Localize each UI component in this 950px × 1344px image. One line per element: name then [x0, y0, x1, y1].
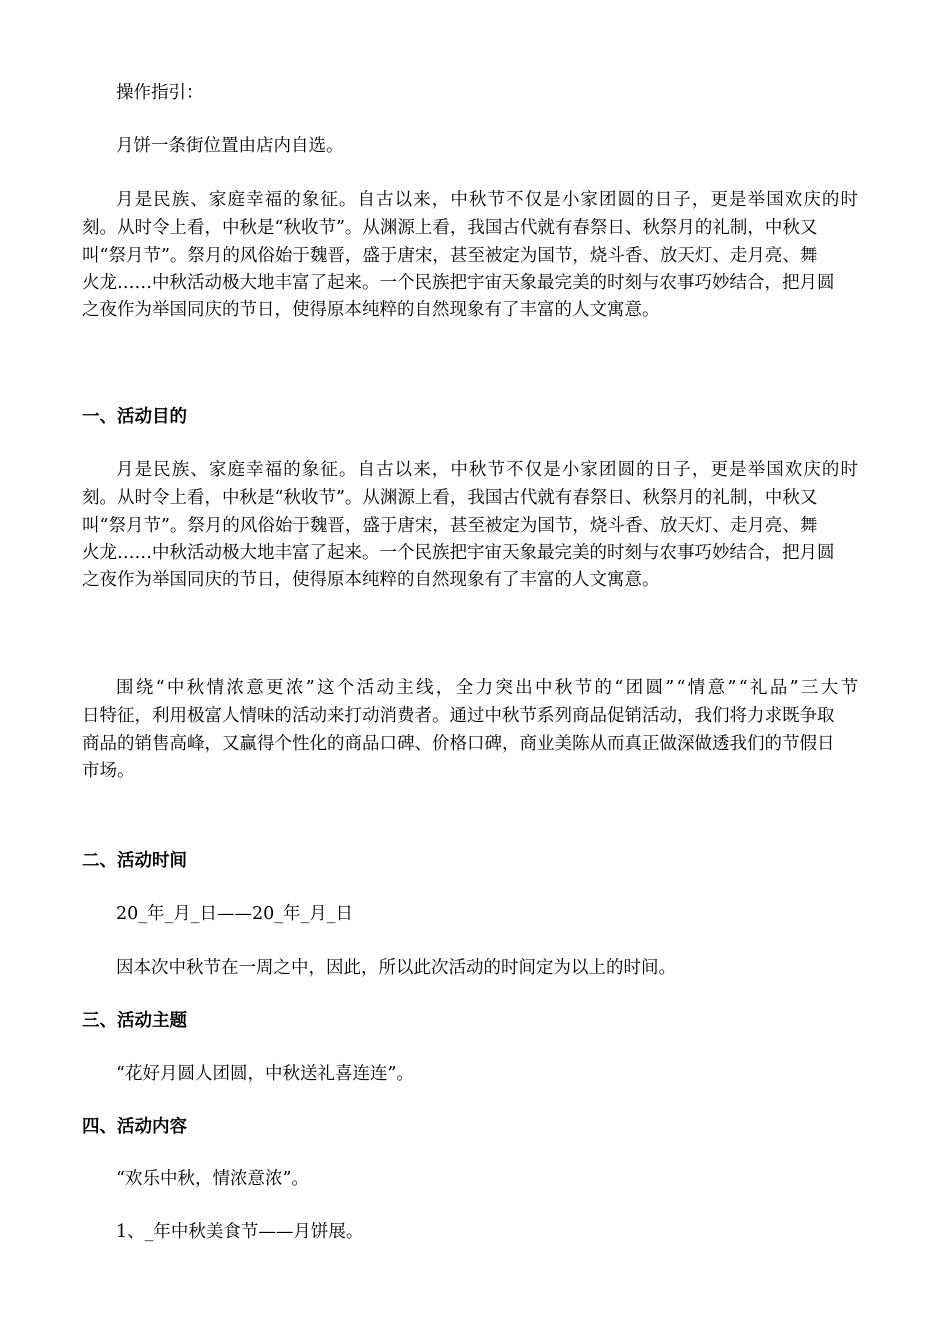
- section-heading-purpose: 一、活动目的: [82, 407, 187, 427]
- section-heading-time: 二、活动时间: [82, 851, 187, 871]
- purpose-para2-line-1: 围绕“中秋情浓意更浓”这个活动主线，全力突出中秋节的“团圆”“情意”“礼品”三大节: [116, 678, 861, 698]
- section-heading-theme: 三、活动主题: [82, 1011, 187, 1031]
- section-heading-content: 四、活动内容: [82, 1117, 187, 1137]
- intro-line-3: 叫“祭月节”。祭月的风俗始于魏晋，盛于唐宋，甚至被定为国节，烧斗香、放天灯、走月亮、舞: [82, 246, 818, 266]
- purpose-para1-line-3: 叫“祭月节”。祭月的风俗始于魏晋，盛于唐宋，甚至被定为国节，烧斗香、放天灯、走月亮、舞: [82, 516, 818, 536]
- intro-line-1: 月是民族、家庭幸福的象征。自古以来，中秋节不仅是小家团圆的日子，更是举国欢庆的时: [116, 190, 860, 210]
- purpose-para2-line-2: 日特征，利用极富人情味的活动来打动消费者。通过中秋节系列商品促销活动，我们将力求既争取: [82, 706, 835, 726]
- event-theme: “花好月圆人团圆，中秋送礼喜连连”。: [116, 1064, 414, 1084]
- purpose-para2-line-4: 市场。: [82, 761, 135, 781]
- purpose-para1-line-5: 之夜作为举国同庆的节日，使得原本纯粹的自然现象有了丰富的人文寓意。: [82, 570, 660, 590]
- event-time-note: 因本次中秋节在一周之中，因此，所以此次活动的时间定为以上的时间。: [116, 958, 676, 978]
- intro-line-4: 火龙……中秋活动极大地丰富了起来。一个民族把宇宙天象最完美的时刻与农事巧妙结合，把月圆: [82, 273, 835, 293]
- event-slogan: “欢乐中秋，情浓意浓”。: [116, 1169, 309, 1189]
- purpose-para2-line-3: 商品的销售高峰，又赢得个性化的商品口碑、价格口碑，商业美陈从而真正做深做透我们的节假日: [82, 734, 835, 754]
- purpose-para1-line-4: 火龙……中秋活动极大地丰富了起来。一个民族把宇宙天象最完美的时刻与农事巧妙结合，把月圆: [82, 543, 835, 563]
- guide-text: 月饼一条街位置由店内自选。: [116, 136, 344, 156]
- intro-line-2: 刻。从时令上看，中秋是“秋收节”。从渊源上看，我国古代就有春祭日、秋祭月的礼制，中秋又: [82, 218, 818, 238]
- content-item-1: 1、_年中秋美食节——月饼展。: [116, 1222, 364, 1242]
- intro-line-5: 之夜作为举国同庆的节日，使得原本纯粹的自然现象有了丰富的人文寓意。: [82, 300, 660, 320]
- guide-label: 操作指引：: [116, 83, 204, 103]
- event-date-range: 20_年_月_日——20_年_月_日: [116, 904, 354, 924]
- purpose-para1-line-1: 月是民族、家庭幸福的象征。自古以来，中秋节不仅是小家团圆的日子，更是举国欢庆的时: [116, 460, 860, 480]
- purpose-para1-line-2: 刻。从时令上看，中秋是“秋收节”。从渊源上看，我国古代就有春祭日、秋祭月的礼制，中秋又: [82, 488, 818, 508]
